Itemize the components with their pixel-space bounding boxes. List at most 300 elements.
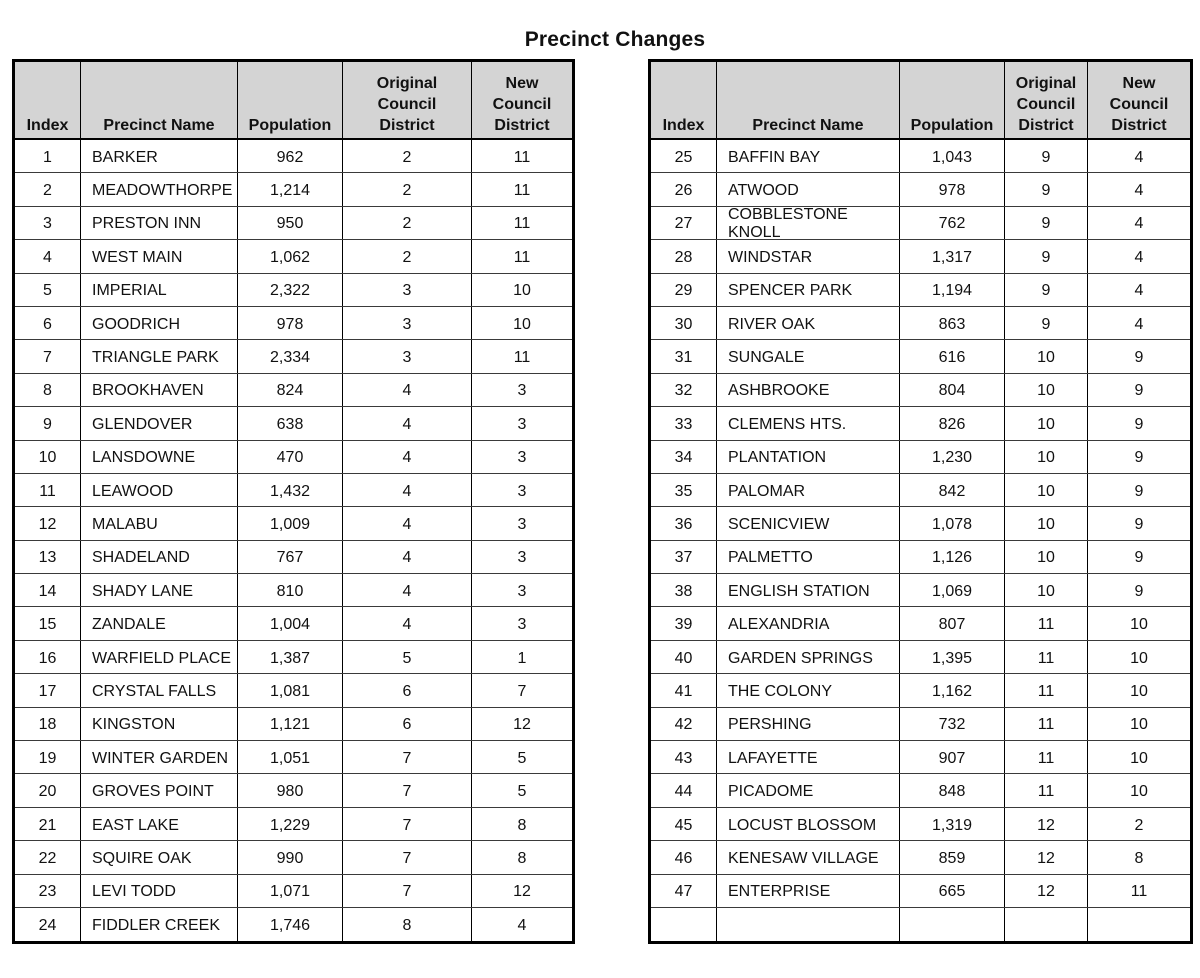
cell-population: 826 [900, 407, 1005, 439]
cell-index: 44 [651, 774, 717, 806]
cell-original-district: 4 [343, 574, 472, 606]
cell-index: 32 [651, 374, 717, 406]
cell-index: 42 [651, 708, 717, 740]
cell-original-district: 10 [1005, 474, 1088, 506]
cell-new-district: 2 [1134, 816, 1144, 834]
cell-original-district: 6 [343, 674, 472, 706]
cell-index: 10 [15, 441, 81, 473]
cell-new-district: 3 [517, 415, 527, 433]
cell-precinct-name: PERSHING [717, 708, 900, 740]
table-row [15, 307, 572, 340]
header-precinct-name: Precinct Name [81, 62, 238, 138]
cell-precinct-name: LEAWOOD [81, 474, 238, 506]
cell-new-district: 10 [1130, 649, 1148, 667]
header-original-council-district: Original Council District [343, 62, 472, 138]
cell-index: 31 [651, 340, 717, 372]
cell-index: 29 [651, 274, 717, 306]
cell-new-district: 3 [517, 482, 527, 500]
cell-original-district: 9 [1005, 207, 1088, 239]
table-row [15, 207, 572, 240]
cell-original-district: 2 [343, 140, 472, 172]
cell-precinct-name: SHADELAND [81, 541, 238, 573]
cell-new-district: 4 [517, 917, 527, 935]
cell-original-district: 7 [343, 774, 472, 806]
header-original-council-district: Original Council District [1005, 62, 1088, 138]
cell-population: 1,230 [900, 441, 1005, 473]
table-header [651, 62, 1190, 140]
table-row [651, 641, 1190, 674]
cell-index: 20 [15, 774, 81, 806]
table-row [15, 474, 572, 507]
cell-population: 1,319 [900, 808, 1005, 840]
cell-index: 9 [15, 407, 81, 439]
table-row [15, 173, 572, 206]
precinct-table-right [648, 59, 1193, 944]
cell-index: 15 [15, 607, 81, 639]
cell-original-district: 2 [343, 240, 472, 272]
cell-new-district: 3 [517, 515, 527, 533]
cell-population: 616 [900, 340, 1005, 372]
cell-precinct-name: SUNGALE [717, 340, 900, 372]
cell-precinct-name: KINGSTON [81, 708, 238, 740]
cell-population: 842 [900, 474, 1005, 506]
cell-index: 28 [651, 240, 717, 272]
cell-population: 1,009 [238, 507, 343, 539]
cell-population: 767 [238, 541, 343, 573]
header-index: Index [15, 62, 81, 138]
header-index: Index [651, 62, 717, 138]
cell-population: 1,194 [900, 274, 1005, 306]
cell-original-district: 3 [343, 307, 472, 339]
cell-index: 46 [651, 841, 717, 873]
table-row [15, 407, 572, 440]
cell-index: 5 [15, 274, 81, 306]
cell-new-district: 10 [1130, 716, 1148, 734]
table-row [651, 340, 1190, 373]
cell-precinct-name: BAFFIN BAY [717, 140, 900, 172]
cell-original-district: 10 [1005, 340, 1088, 372]
cell-new-district: 9 [1134, 549, 1144, 567]
cell-original-district [1005, 908, 1088, 941]
cell-precinct-name: CRYSTAL FALLS [81, 674, 238, 706]
cell-precinct-name: ENTERPRISE [717, 875, 900, 907]
header-new-council-district: New Council District [1109, 75, 1169, 134]
cell-index: 41 [651, 674, 717, 706]
cell-new-district: 9 [1134, 515, 1144, 533]
cell-original-district: 4 [343, 374, 472, 406]
cell-new-district: 4 [1134, 215, 1144, 233]
table-row [651, 774, 1190, 807]
cell-original-district: 4 [343, 441, 472, 473]
cell-original-district: 10 [1005, 541, 1088, 573]
cell-new-district: 9 [1134, 449, 1144, 467]
table-row [651, 240, 1190, 273]
cell-original-district: 12 [1005, 808, 1088, 840]
cell-original-district: 11 [1005, 641, 1088, 673]
table-body [651, 140, 1190, 941]
table-row [651, 607, 1190, 640]
table-row [651, 741, 1190, 774]
cell-index: 30 [651, 307, 717, 339]
table-row [15, 641, 572, 674]
cell-original-district: 7 [343, 808, 472, 840]
table-row [15, 774, 572, 807]
table-row [15, 574, 572, 607]
cell-new-district: 10 [1130, 682, 1148, 700]
cell-population: 1,126 [900, 541, 1005, 573]
cell-new-district: 12 [513, 716, 531, 734]
cell-population: 859 [900, 841, 1005, 873]
cell-original-district: 11 [1005, 708, 1088, 740]
cell-new-district: 5 [517, 749, 527, 767]
cell-precinct-name: LANSDOWNE [81, 441, 238, 473]
cell-new-district: 10 [513, 315, 531, 333]
table-row [651, 908, 1190, 941]
cell-new-district: 10 [513, 282, 531, 300]
cell-precinct-name: SCENICVIEW [717, 507, 900, 539]
table-row [651, 474, 1190, 507]
cell-precinct-name: ZANDALE [81, 607, 238, 639]
cell-new-district: 3 [517, 449, 527, 467]
cell-new-district: 11 [513, 215, 531, 233]
table-row [15, 274, 572, 307]
cell-new-district: 3 [517, 382, 527, 400]
cell-new-district: 11 [513, 248, 531, 266]
cell-original-district: 9 [1005, 274, 1088, 306]
cell-new-district: 5 [517, 783, 527, 801]
table-row [15, 507, 572, 540]
table-row [15, 708, 572, 741]
cell-population: 980 [238, 774, 343, 806]
cell-original-district: 8 [343, 908, 472, 941]
cell-precinct-name: LOCUST BLOSSOM [717, 808, 900, 840]
table-row [15, 808, 572, 841]
table-row [15, 541, 572, 574]
cell-original-district: 11 [1005, 774, 1088, 806]
cell-index: 34 [651, 441, 717, 473]
cell-population: 1,062 [238, 240, 343, 272]
table-row [651, 574, 1190, 607]
cell-precinct-name: TRIANGLE PARK [81, 340, 238, 372]
cell-precinct-name: BARKER [81, 140, 238, 172]
cell-index: 37 [651, 541, 717, 573]
cell-population: 1,317 [900, 240, 1005, 272]
cell-original-district: 11 [1005, 607, 1088, 639]
precinct-table-left [12, 59, 575, 944]
cell-new-district: 7 [517, 682, 527, 700]
cell-population: 848 [900, 774, 1005, 806]
cell-precinct-name: PRESTON INN [81, 207, 238, 239]
cell-precinct-name: KENESAW VILLAGE [717, 841, 900, 873]
cell-original-district: 3 [343, 274, 472, 306]
cell-population: 990 [238, 841, 343, 873]
cell-population: 470 [238, 441, 343, 473]
table-row [15, 841, 572, 874]
table-row [651, 507, 1190, 540]
cell-precinct-name: SQUIRE OAK [81, 841, 238, 873]
cell-precinct-name: MEADOWTHORPE [81, 173, 238, 205]
cell-precinct-name: PALMETTO [717, 541, 900, 573]
cell-precinct-name: CLEMENS HTS. [717, 407, 900, 439]
table-row [15, 441, 572, 474]
cell-precinct-name: ATWOOD [717, 173, 900, 205]
cell-index: 16 [15, 641, 81, 673]
cell-index: 36 [651, 507, 717, 539]
table-row [15, 140, 572, 173]
cell-precinct-name: WEST MAIN [81, 240, 238, 272]
cell-precinct-name: WINTER GARDEN [81, 741, 238, 773]
table-row [651, 307, 1190, 340]
cell-new-district: 9 [1134, 415, 1144, 433]
cell-index: 1 [15, 140, 81, 172]
cell-new-district: 4 [1134, 248, 1144, 266]
cell-original-district: 4 [343, 507, 472, 539]
cell-original-district: 12 [1005, 841, 1088, 873]
cell-original-district: 6 [343, 708, 472, 740]
cell-new-district: 1 [517, 649, 527, 667]
cell-population: 1,043 [900, 140, 1005, 172]
cell-precinct-name: ASHBROOKE [717, 374, 900, 406]
cell-precinct-name: PALOMAR [717, 474, 900, 506]
cell-population: 1,229 [238, 808, 343, 840]
cell-population: 1,162 [900, 674, 1005, 706]
cell-population: 1,395 [900, 641, 1005, 673]
cell-index: 17 [15, 674, 81, 706]
cell-precinct-name: IMPERIAL [81, 274, 238, 306]
table-row [651, 441, 1190, 474]
table-row [651, 374, 1190, 407]
cell-new-district: 8 [517, 849, 527, 867]
cell-original-district: 10 [1005, 574, 1088, 606]
table-row [651, 708, 1190, 741]
cell-new-district: 3 [517, 616, 527, 634]
cell-index: 7 [15, 340, 81, 372]
cell-original-district: 5 [343, 641, 472, 673]
cell-precinct-name: WINDSTAR [717, 240, 900, 272]
cell-index: 45 [651, 808, 717, 840]
cell-original-district: 10 [1005, 507, 1088, 539]
table-row [651, 808, 1190, 841]
header-precinct-name: Precinct Name [717, 62, 900, 138]
cell-population: 950 [238, 207, 343, 239]
cell-original-district: 4 [343, 407, 472, 439]
table-row [15, 340, 572, 373]
cell-population: 1,078 [900, 507, 1005, 539]
table-row [15, 908, 572, 941]
cell-new-district [1088, 908, 1190, 941]
cell-precinct-name: SHADY LANE [81, 574, 238, 606]
header-population: Population [238, 62, 343, 138]
table-row [651, 173, 1190, 206]
cell-precinct-name: EAST LAKE [81, 808, 238, 840]
cell-original-district: 4 [343, 607, 472, 639]
cell-index: 14 [15, 574, 81, 606]
table-row [651, 407, 1190, 440]
cell-index: 3 [15, 207, 81, 239]
cell-new-district: 9 [1134, 349, 1144, 367]
cell-precinct-name: SPENCER PARK [717, 274, 900, 306]
cell-original-district: 7 [343, 841, 472, 873]
cell-original-district: 11 [1005, 674, 1088, 706]
cell-index: 12 [15, 507, 81, 539]
cell-index: 40 [651, 641, 717, 673]
cell-population: 863 [900, 307, 1005, 339]
cell-precinct-name: COBBLESTONE KNOLL [717, 207, 900, 239]
cell-new-district: 10 [1130, 749, 1148, 767]
cell-precinct-name [717, 908, 900, 941]
table-row [15, 240, 572, 273]
cell-population: 978 [238, 307, 343, 339]
table-row [651, 841, 1190, 874]
cell-population: 762 [900, 207, 1005, 239]
cell-index: 4 [15, 240, 81, 272]
table-row [651, 207, 1190, 240]
page-title: Precinct Changes [524, 28, 706, 51]
cell-precinct-name: MALABU [81, 507, 238, 539]
cell-precinct-name: PLANTATION [717, 441, 900, 473]
cell-population: 1,432 [238, 474, 343, 506]
table-body [15, 140, 572, 941]
cell-new-district: 11 [513, 148, 531, 166]
cell-new-district: 11 [1130, 883, 1148, 901]
cell-index: 33 [651, 407, 717, 439]
cell-population: 1,081 [238, 674, 343, 706]
cell-population: 824 [238, 374, 343, 406]
table-row [651, 875, 1190, 908]
cell-index: 47 [651, 875, 717, 907]
cell-population: 804 [900, 374, 1005, 406]
cell-index: 43 [651, 741, 717, 773]
table-row [651, 541, 1190, 574]
cell-new-district: 3 [517, 549, 527, 567]
cell-new-district: 4 [1134, 148, 1144, 166]
cell-new-district: 8 [517, 816, 527, 834]
cell-index: 18 [15, 708, 81, 740]
cell-precinct-name: GOODRICH [81, 307, 238, 339]
cell-population: 2,322 [238, 274, 343, 306]
cell-index: 22 [15, 841, 81, 873]
cell-new-district: 9 [1134, 482, 1144, 500]
cell-population: 962 [238, 140, 343, 172]
table-row [15, 674, 572, 707]
cell-precinct-name: GROVES POINT [81, 774, 238, 806]
cell-precinct-name: RIVER OAK [717, 307, 900, 339]
cell-precinct-name: PICADOME [717, 774, 900, 806]
cell-original-district: 4 [343, 474, 472, 506]
cell-original-district: 7 [343, 875, 472, 907]
cell-new-district: 12 [513, 883, 531, 901]
cell-new-district: 10 [1130, 616, 1148, 634]
cell-index: 2 [15, 173, 81, 205]
cell-original-district: 7 [343, 741, 472, 773]
cell-new-district: 9 [1134, 382, 1144, 400]
cell-index: 13 [15, 541, 81, 573]
cell-index: 27 [651, 207, 717, 239]
cell-new-district: 4 [1134, 282, 1144, 300]
cell-population: 807 [900, 607, 1005, 639]
cell-index: 25 [651, 140, 717, 172]
table-row [651, 674, 1190, 707]
cell-population: 1,387 [238, 641, 343, 673]
cell-population: 1,071 [238, 875, 343, 907]
cell-population: 638 [238, 407, 343, 439]
cell-original-district: 9 [1005, 173, 1088, 205]
cell-original-district: 9 [1005, 140, 1088, 172]
cell-new-district: 4 [1134, 315, 1144, 333]
cell-population: 732 [900, 708, 1005, 740]
cell-index [651, 908, 717, 941]
cell-population: 1,746 [238, 908, 343, 941]
cell-original-district: 4 [343, 541, 472, 573]
cell-original-district: 2 [343, 207, 472, 239]
cell-population: 2,334 [238, 340, 343, 372]
table-header [15, 62, 572, 140]
cell-new-district: 4 [1134, 182, 1144, 200]
cell-population: 978 [900, 173, 1005, 205]
cell-index: 6 [15, 307, 81, 339]
header-new-council-district: New Council District [492, 75, 552, 134]
cell-original-district: 11 [1005, 741, 1088, 773]
cell-population: 1,069 [900, 574, 1005, 606]
cell-precinct-name: LEVI TODD [81, 875, 238, 907]
cell-new-district: 10 [1130, 783, 1148, 801]
table-row [651, 274, 1190, 307]
cell-precinct-name: GARDEN SPRINGS [717, 641, 900, 673]
cell-original-district: 3 [343, 340, 472, 372]
cell-population: 1,051 [238, 741, 343, 773]
cell-index: 39 [651, 607, 717, 639]
cell-population: 665 [900, 875, 1005, 907]
cell-index: 24 [15, 908, 81, 941]
cell-index: 26 [651, 173, 717, 205]
cell-precinct-name: LAFAYETTE [717, 741, 900, 773]
cell-precinct-name: ENGLISH STATION [717, 574, 900, 606]
cell-index: 8 [15, 374, 81, 406]
table-row [15, 741, 572, 774]
cell-index: 23 [15, 875, 81, 907]
cell-population: 907 [900, 741, 1005, 773]
cell-population: 810 [238, 574, 343, 606]
cell-new-district: 11 [513, 349, 531, 367]
cell-original-district: 9 [1005, 307, 1088, 339]
header-population: Population [900, 62, 1005, 138]
cell-original-district: 12 [1005, 875, 1088, 907]
cell-new-district: 11 [513, 182, 531, 200]
cell-original-district: 10 [1005, 441, 1088, 473]
table-row [15, 875, 572, 908]
table-row [15, 607, 572, 640]
cell-precinct-name: WARFIELD PLACE [81, 641, 238, 673]
cell-original-district: 10 [1005, 374, 1088, 406]
cell-index: 38 [651, 574, 717, 606]
cell-population: 1,004 [238, 607, 343, 639]
cell-index: 19 [15, 741, 81, 773]
cell-index: 11 [15, 474, 81, 506]
cell-new-district: 9 [1134, 582, 1144, 600]
cell-index: 21 [15, 808, 81, 840]
cell-population [900, 908, 1005, 941]
cell-population: 1,214 [238, 173, 343, 205]
cell-index: 35 [651, 474, 717, 506]
cell-population: 1,121 [238, 708, 343, 740]
cell-precinct-name: GLENDOVER [81, 407, 238, 439]
cell-precinct-name: BROOKHAVEN [81, 374, 238, 406]
cell-original-district: 9 [1005, 240, 1088, 272]
table-row [15, 374, 572, 407]
cell-original-district: 10 [1005, 407, 1088, 439]
table-row [651, 140, 1190, 173]
cell-precinct-name: ALEXANDRIA [717, 607, 900, 639]
